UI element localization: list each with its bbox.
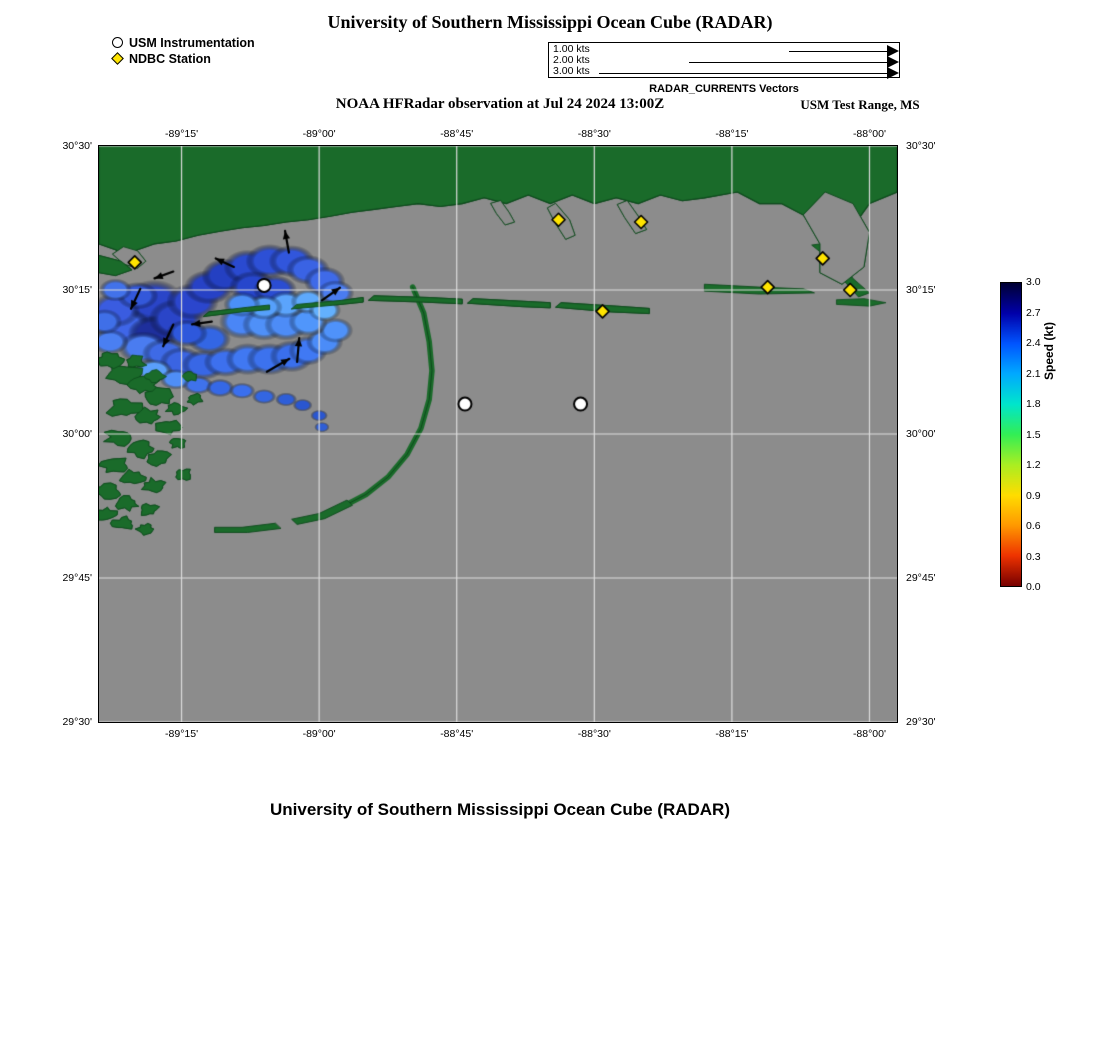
colorbar-tick: 3.0 [1026, 276, 1041, 288]
axis-tick-lon: -89°15' [165, 128, 199, 140]
diamond-marker-icon [110, 52, 126, 66]
colorbar-tick: 0.3 [1026, 550, 1041, 563]
legend-item-ndbc [110, 52, 255, 66]
colorbar-tick: 1.2 [1026, 459, 1041, 471]
axis-tick-lon: -89°00' [302, 128, 336, 140]
axis-tick-lat: 30°00' [62, 428, 92, 440]
colorbar-tick: 1.5 [1026, 428, 1041, 441]
colorbar-tick: 2.4 [1026, 337, 1041, 349]
colorbar-tick: 2.7 [1026, 306, 1041, 319]
circle-marker-icon [110, 36, 126, 50]
legend-item-usm-label: USM Instrumentation [129, 36, 255, 50]
axis-tick-lon: -88°30' [577, 728, 611, 740]
colorbar-tick: 1.8 [1026, 398, 1041, 410]
axis-tick-lat: 30°00' [906, 428, 936, 440]
vector-key-row-3 [549, 66, 901, 78]
footer-title: University of Southern Mississippi Ocean Cube (RADAR) [269, 800, 730, 819]
axis-tick-lon: -88°15' [715, 128, 749, 140]
map-plot-area[interactable] [98, 145, 898, 723]
vector-scale-key [548, 42, 900, 78]
legend-item-ndbc-label: NDBC Station [129, 52, 211, 66]
axis-tick-lat: 29°45' [62, 572, 92, 584]
axis-tick-lon: -89°15' [165, 728, 199, 740]
legend-item-usm [110, 36, 255, 50]
vector-key-label-3: 3.00 kts [553, 65, 590, 77]
test-range-label: USM Test Range, MS [800, 97, 920, 112]
axis-tick-lon: -88°45' [440, 128, 474, 140]
axis-tick-lon: -88°15' [715, 728, 749, 740]
axis-tick-lat: 29°30' [62, 716, 92, 728]
axis-tick-lon: -88°00' [852, 128, 886, 140]
vector-key-caption: RADAR_CURRENTS Vectors [649, 83, 799, 95]
map-legend [110, 36, 255, 68]
axis-tick-lat: 30°15' [62, 284, 92, 296]
speed-colorbar [1000, 282, 1022, 587]
axis-tick-lat: 30°30' [62, 140, 92, 152]
axis-tick-lon: -88°00' [852, 728, 886, 740]
axis-tick-lon: -89°00' [302, 728, 336, 740]
map-canvas[interactable] [99, 146, 897, 722]
page-title: University of Southern Mississippi Ocean Cube (RADAR) [327, 12, 773, 32]
axis-tick-lat: 30°15' [906, 284, 936, 296]
vector-key-label-2: 2.00 kts [553, 54, 590, 66]
colorbar-tick: 0.0 [1026, 581, 1041, 593]
colorbar-title: Speed (kt) [1042, 321, 1056, 380]
colorbar-gradient [1001, 283, 1021, 586]
colorbar-tick: 0.9 [1026, 489, 1041, 502]
vector-key-label-1: 1.00 kts [553, 43, 590, 55]
colorbar-tick: 2.1 [1026, 367, 1041, 380]
axis-tick-lon: -88°30' [577, 128, 611, 140]
axis-tick-lat: 29°30' [906, 716, 936, 728]
colorbar-tick: 0.6 [1026, 520, 1041, 532]
axis-tick-lat: 29°45' [906, 572, 936, 584]
axis-tick-lon: -88°45' [440, 728, 474, 740]
axis-tick-lat: 30°30' [906, 140, 936, 152]
observation-subtitle: NOAA HFRadar observation at Jul 24 2024 13:00Z [335, 96, 665, 112]
